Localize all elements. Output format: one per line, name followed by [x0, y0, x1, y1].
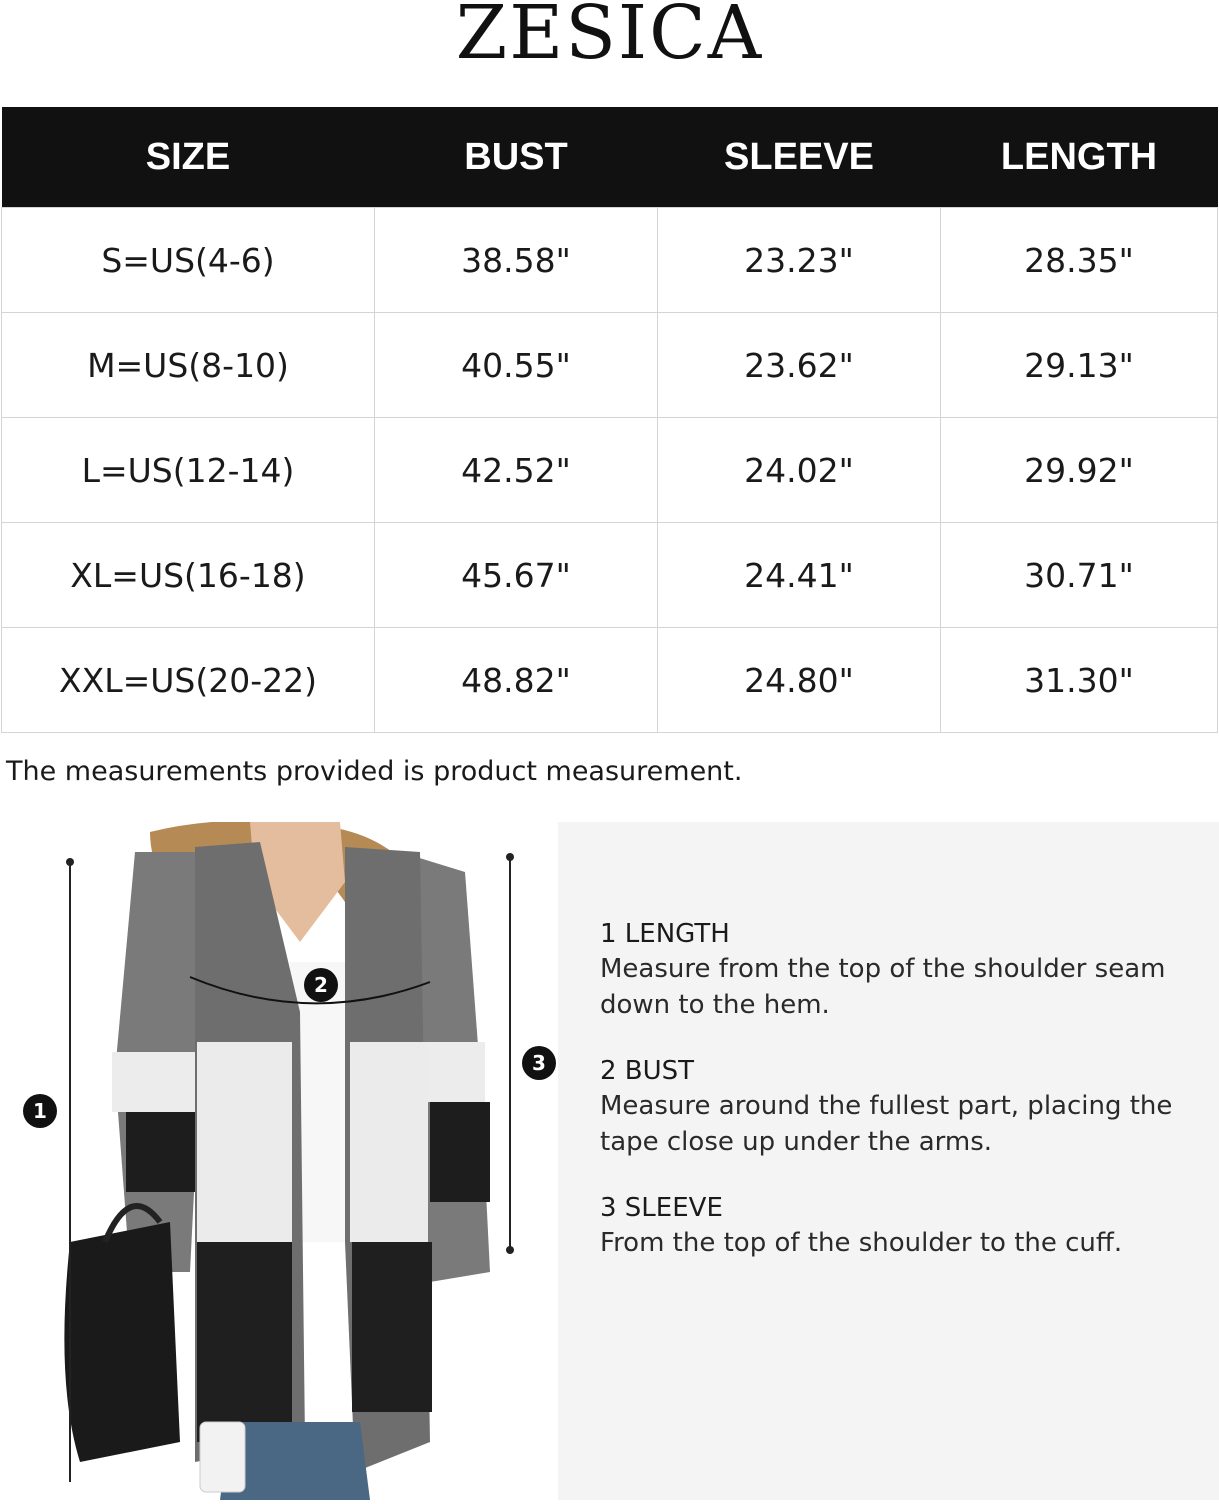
marker-2-icon: 2 [304, 968, 338, 1002]
instruction-title: 1 LENGTH [600, 919, 730, 949]
right-sleeve-white-band [425, 1042, 485, 1102]
size-chart-table [1, 107, 1218, 733]
sleeve-cell: 23.23" [658, 208, 941, 313]
bust-instruction [600, 1054, 1180, 1160]
coffee-cup [200, 1422, 245, 1492]
marker-1-icon: 1 [23, 1094, 57, 1128]
cardigan-right-white-block [350, 1042, 428, 1242]
right-sleeve-black-cuff [430, 1102, 490, 1202]
marker-3-icon: 3 [522, 1046, 556, 1080]
left-sleeve-white-band [112, 1052, 202, 1112]
bust-cell: 40.55" [375, 313, 658, 418]
cardigan-right-black-block [352, 1242, 432, 1412]
instruction-desc: Measure from the top of the shoulder seam down to the hem. [600, 954, 1166, 1020]
bust-cell: 42.52" [375, 418, 658, 523]
brand-logo: ZESICA [455, 0, 764, 76]
header-length: LENGTH [941, 107, 1218, 208]
sleeve-line-dot-top [506, 853, 514, 861]
measurement-note: The measurements provided is product measurement. [6, 756, 743, 787]
header-bust: BUST [375, 107, 658, 208]
table-row [2, 628, 1218, 733]
measurement-guide-panel [558, 822, 1219, 1500]
sleeve-instruction [600, 1191, 1180, 1261]
bust-cell: 38.58" [375, 208, 658, 313]
length-cell: 29.92" [941, 418, 1218, 523]
sleeve-cell: 24.41" [658, 523, 941, 628]
cardigan-illustration [0, 822, 558, 1500]
left-sleeve-black-cuff [126, 1112, 196, 1192]
length-line-dot-top [66, 858, 74, 866]
sleeve-cell: 23.62" [658, 313, 941, 418]
sleeve-line-dot-bottom [506, 1246, 514, 1254]
bust-cell: 48.82" [375, 628, 658, 733]
instruction-title: 2 BUST [600, 1056, 695, 1086]
instruction-title: 3 SLEEVE [600, 1193, 723, 1223]
instruction-desc: Measure around the fullest part, placing the tape close up under the arms. [600, 1091, 1173, 1157]
table-row [2, 418, 1218, 523]
cardigan-left-white-block [197, 1042, 292, 1242]
handbag-shape [64, 1222, 180, 1462]
instruction-desc: From the top of the shoulder to the cuff. [600, 1228, 1123, 1258]
table-row [2, 208, 1218, 313]
size-cell: L=US(12-14) [2, 418, 375, 523]
header-sleeve: SLEEVE [658, 107, 941, 208]
header-size: SIZE [2, 107, 375, 208]
sleeve-cell: 24.80" [658, 628, 941, 733]
model-photo [0, 822, 558, 1500]
table-header-row [2, 107, 1218, 208]
cardigan-left-black-block [197, 1242, 292, 1442]
length-instruction [600, 917, 1180, 1023]
size-cell: S=US(4-6) [2, 208, 375, 313]
length-cell: 28.35" [941, 208, 1218, 313]
length-cell: 30.71" [941, 523, 1218, 628]
length-cell: 29.13" [941, 313, 1218, 418]
length-cell: 31.30" [941, 628, 1218, 733]
size-cell: XL=US(16-18) [2, 523, 375, 628]
table-row [2, 523, 1218, 628]
sleeve-cell: 24.02" [658, 418, 941, 523]
bust-cell: 45.67" [375, 523, 658, 628]
size-cell: M=US(8-10) [2, 313, 375, 418]
size-cell: XXL=US(20-22) [2, 628, 375, 733]
table-row [2, 313, 1218, 418]
